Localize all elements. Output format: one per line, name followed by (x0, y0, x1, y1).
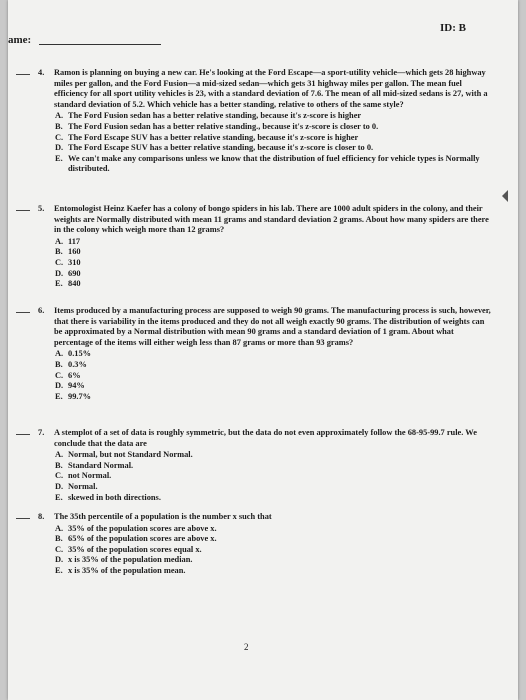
option-letter: B. (55, 121, 63, 131)
options-list (55, 237, 492, 290)
option-text: The Ford Fusion sedan has a better relative standing., because it's z-score is closer to 0. (68, 121, 379, 131)
margin-mark (502, 190, 508, 202)
question-number: 7. (38, 428, 45, 437)
option-letter: A. (55, 450, 64, 460)
option-b (55, 461, 492, 472)
option-text: Normal, but not Standard Normal. (68, 450, 193, 460)
option-text: x is 35% of the population mean. (68, 565, 186, 575)
question-number: 4. (38, 68, 45, 77)
answer-blank (16, 210, 30, 211)
id-label: ID: B (440, 22, 466, 34)
option-letter: D. (55, 381, 64, 391)
question-number: 8. (38, 512, 45, 521)
question-text: A stemplot of a set of data is roughly symmetric, but the data do not even approximately follow the 68-95-99.7 rule. We conclude that the data are (54, 428, 477, 448)
option-text: 65% of the population scores are above x. (68, 534, 217, 544)
option-letter: E. (55, 153, 63, 163)
option-text: 160 (68, 247, 81, 257)
option-letter: B. (55, 359, 63, 369)
option-letter: E. (55, 279, 63, 289)
question-text: The 35th percentile of a population is the number x such that (54, 512, 272, 521)
question-8 (38, 512, 492, 577)
option-text: 99.7% (68, 391, 92, 401)
option-letter: A. (55, 523, 64, 533)
option-letter: A. (55, 349, 64, 359)
option-text: x is 35% of the population median. (68, 555, 193, 565)
question-number: 5. (38, 204, 45, 213)
option-text: We can't make any comparisons unless we know that the distribution of fuel efficiency for vehicle types is Normally distributed. (68, 153, 480, 174)
option-letter: E. (55, 565, 63, 575)
option-e (55, 392, 492, 403)
option-text: 94% (68, 381, 85, 391)
option-e (55, 154, 492, 175)
answer-blank (16, 518, 30, 519)
worksheet-page (8, 0, 518, 700)
name-blank-line (39, 44, 161, 45)
option-a (55, 349, 492, 360)
question-7 (38, 428, 492, 503)
option-text: 117 (68, 236, 81, 246)
question-number: 6. (38, 306, 45, 315)
option-letter: B. (55, 247, 63, 257)
option-b (55, 247, 492, 258)
option-c (55, 133, 492, 144)
option-letter: A. (55, 236, 64, 246)
options-list (55, 524, 492, 577)
options-list (55, 450, 492, 503)
option-text: not Normal. (68, 471, 112, 481)
option-text: 0.15% (68, 349, 92, 359)
option-text: 690 (68, 268, 81, 278)
option-d (55, 269, 492, 280)
option-c (55, 545, 492, 556)
option-c (55, 471, 492, 482)
option-a (55, 237, 492, 248)
answer-blank (16, 74, 30, 75)
option-letter: D. (55, 268, 64, 278)
option-d (55, 482, 492, 493)
name-label: ame: (8, 34, 32, 46)
option-letter: A. (55, 111, 64, 121)
question-6 (38, 306, 492, 402)
question-text: Entomologist Heinz Kaefer has a colony of bongo spiders in his lab. There are 1000 adult spiders in the colony, and their weights are Normally distributed with mean 11 grams and standard deviation 2 grams. About how many spiders are there in the colony which weigh more than 12 grams? (54, 204, 489, 235)
option-text: 35% of the population scores are above x. (68, 523, 217, 533)
option-e (55, 493, 492, 504)
option-letter: C. (55, 257, 64, 267)
option-text: 0.3% (68, 359, 87, 369)
answer-blank (16, 312, 30, 313)
option-c (55, 258, 492, 269)
option-letter: D. (55, 555, 64, 565)
option-text: The Ford Escape SUV has a better relative standing, because it's z-score is higher (68, 132, 359, 142)
options-list (55, 111, 492, 175)
question-text: Ramon is planning on buying a new car. He's looking at the Ford Escape—a sport-utility vehicle—which gets 28 highway miles per gallon, and the Ford Fusion—a mid-sized sedan—which gets 31 highway miles per gallon. The mean fuel efficiency for all sport utility vehicles is 23, with a standard deviation of 7.6. The mean of all mid-sized sedans is 27, with a standard deviation of 5.2. Which vehicle has a better standing, relative to others of the same style? (54, 68, 488, 109)
option-letter: C. (55, 471, 64, 481)
option-letter: D. (55, 481, 64, 491)
option-text: The Ford Fusion sedan has a better relative standing, because it's z-score is higher (68, 111, 362, 121)
option-text: 310 (68, 257, 81, 267)
option-letter: B. (55, 460, 63, 470)
answer-blank (16, 434, 30, 435)
option-text: The Ford Escape SUV has a better relative standing, because it's z-score is closer to 0. (68, 143, 374, 153)
option-letter: D. (55, 143, 64, 153)
option-d (55, 381, 492, 392)
option-a (55, 524, 492, 535)
option-text: 35% of the population scores equal x. (68, 544, 202, 554)
option-e (55, 279, 492, 290)
option-letter: E. (55, 492, 63, 502)
option-letter: C. (55, 370, 64, 380)
option-d (55, 143, 492, 154)
options-list (55, 349, 492, 402)
option-b (55, 360, 492, 371)
option-e (55, 566, 492, 577)
option-letter: E. (55, 391, 63, 401)
option-text: skewed in both directions. (68, 492, 161, 502)
option-text: Normal. (68, 481, 98, 491)
question-4 (38, 68, 492, 175)
option-text: Standard Normal. (68, 460, 134, 470)
option-a (55, 111, 492, 122)
option-text: 840 (68, 279, 81, 289)
option-letter: C. (55, 544, 64, 554)
option-d (55, 555, 492, 566)
question-5 (38, 204, 492, 290)
option-text: 6% (68, 370, 81, 380)
option-b (55, 534, 492, 545)
option-letter: B. (55, 534, 63, 544)
page-number: 2 (244, 642, 249, 652)
option-b (55, 122, 492, 133)
option-c (55, 371, 492, 382)
question-text: Items produced by a manufacturing process are supposed to weigh 90 grams. The manufacturing process is such, however, that there is variability in the items produced and they do not all weigh exactly 90 grams. The distribution of weights can be approximated by a Normal distribution with mean 90 grams and a standard deviation of 1 gram. About what percentage of the items will either weigh less than 87 grams or more than 93 grams? (54, 306, 491, 347)
option-letter: C. (55, 132, 64, 142)
option-a (55, 450, 492, 461)
